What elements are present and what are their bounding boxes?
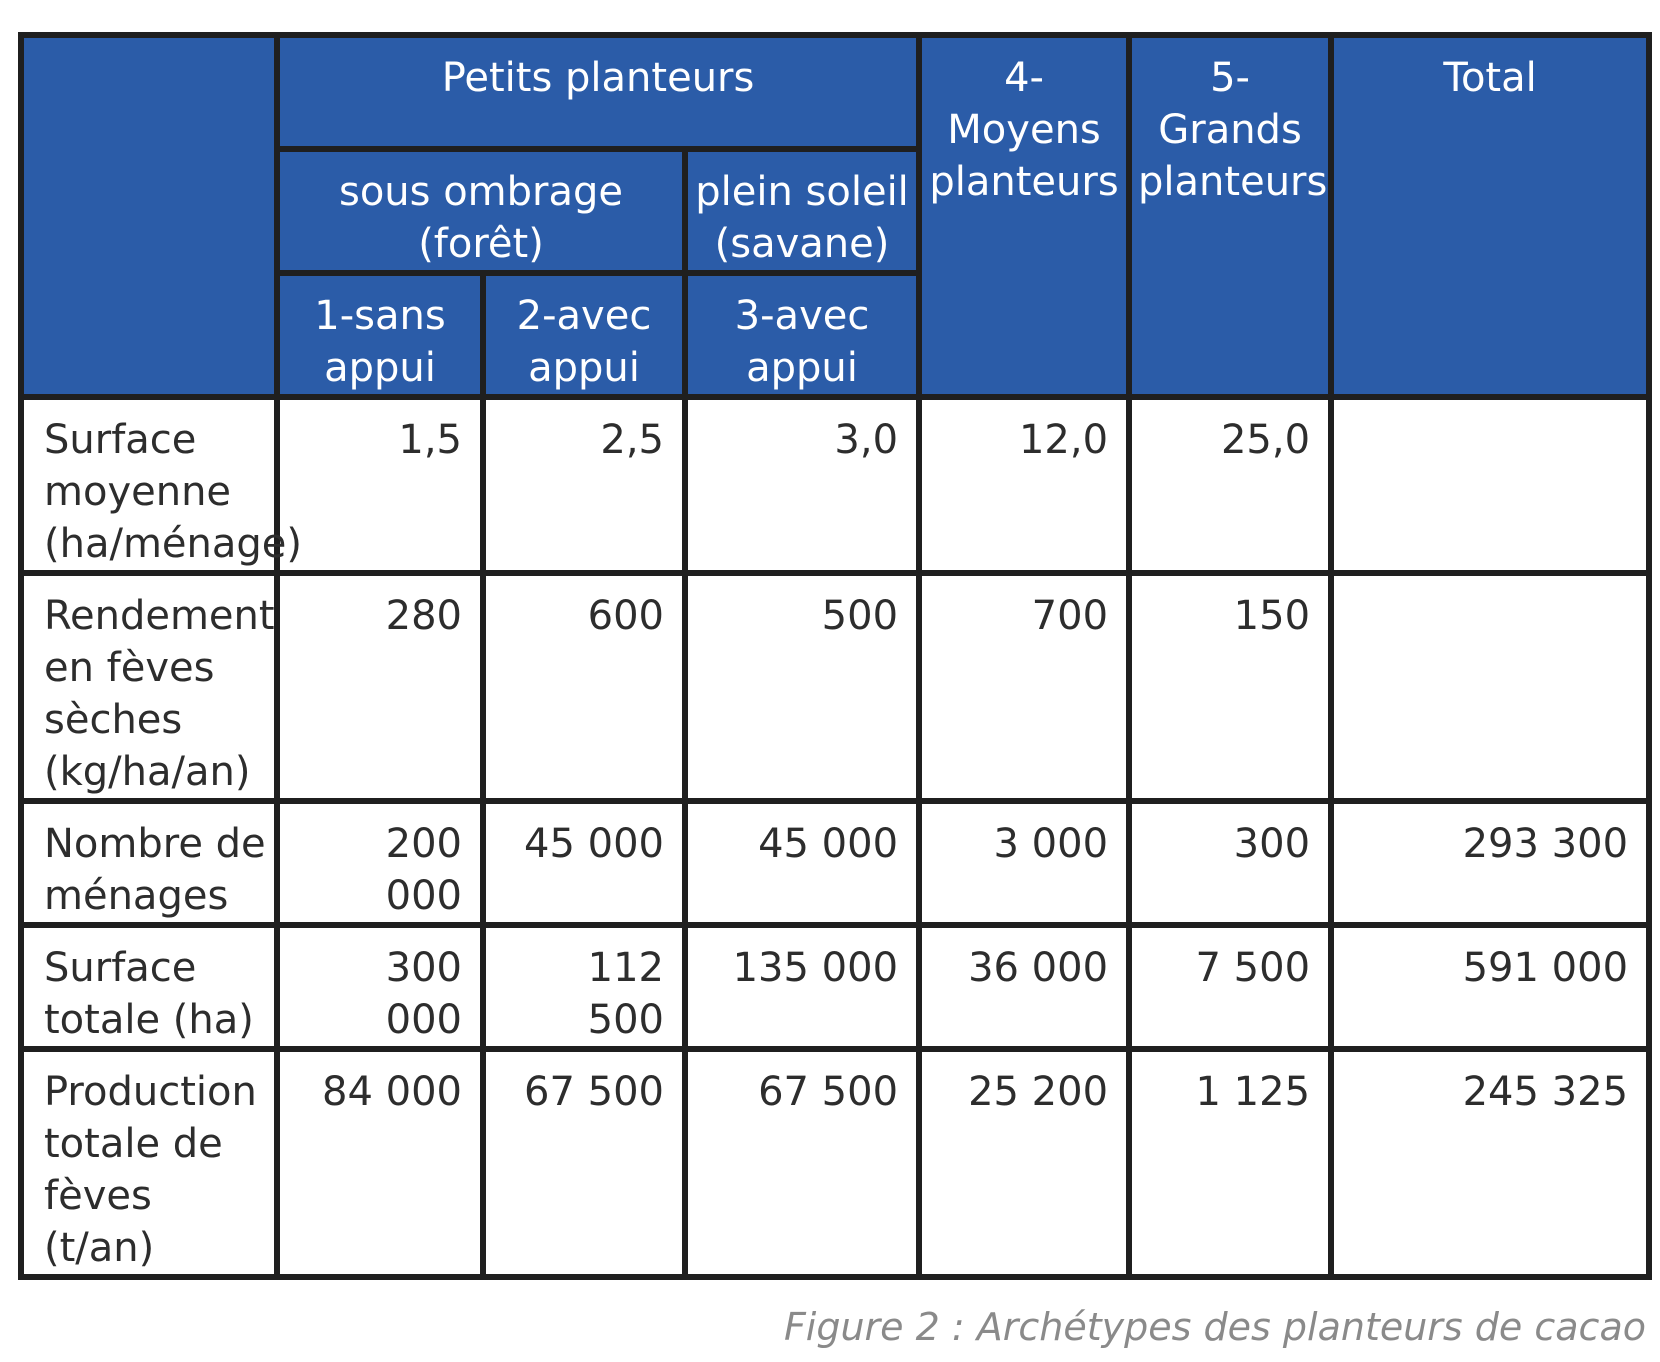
table-row-nombre-menages	[21, 801, 1649, 925]
planteurs-table-container	[18, 32, 1646, 1280]
table-cell: 45 000	[685, 801, 919, 925]
header-moyens-planteurs: 4-Moyens planteurs	[919, 35, 1129, 397]
table-cell: 25 200	[919, 1049, 1129, 1277]
table-cell: 200 000	[277, 801, 483, 925]
header-total: Total	[1331, 35, 1649, 397]
table-cell: 500	[685, 573, 919, 801]
header-sous-ombrage: sous ombrage (forêt)	[277, 149, 685, 273]
header-avec-appui-2: 2-avec appui	[483, 273, 685, 397]
table-row-rendement	[21, 573, 1649, 801]
header-row-1	[21, 35, 1649, 149]
table-cell: 112 500	[483, 925, 685, 1049]
header-corner-cell	[21, 35, 277, 397]
table-row-surface-totale	[21, 925, 1649, 1049]
table-cell: 45 000	[483, 801, 685, 925]
table-cell: 3 000	[919, 801, 1129, 925]
table-cell: 135 000	[685, 925, 919, 1049]
table-cell: 7 500	[1129, 925, 1331, 1049]
table-cell: 25,0	[1129, 397, 1331, 573]
table-header	[21, 35, 1649, 397]
table-cell: 150	[1129, 573, 1331, 801]
row-label: Rendement en fèves sèches (kg/ha/an)	[21, 573, 277, 801]
row-label: Nombre de ménages	[21, 801, 277, 925]
row-label: Surface moyenne (ha/ménage)	[21, 397, 277, 573]
table-cell: 591 000	[1331, 925, 1649, 1049]
table-body	[21, 397, 1649, 1277]
table-cell: 67 500	[483, 1049, 685, 1277]
table-cell: 300 000	[277, 925, 483, 1049]
table-cell: 293 300	[1331, 801, 1649, 925]
table-row-surface-moyenne	[21, 397, 1649, 573]
table-cell	[1331, 397, 1649, 573]
table-cell: 700	[919, 573, 1129, 801]
table-cell: 1 125	[1129, 1049, 1331, 1277]
header-sans-appui-1: 1-sans appui	[277, 273, 483, 397]
table-cell: 300	[1129, 801, 1331, 925]
table-cell: 1,5	[277, 397, 483, 573]
header-grands-planteurs: 5-Grands planteurs	[1129, 35, 1331, 397]
row-label: Production totale de fèves (t/an)	[21, 1049, 277, 1277]
table-cell: 3,0	[685, 397, 919, 573]
table-cell: 245 325	[1331, 1049, 1649, 1277]
table-cell: 36 000	[919, 925, 1129, 1049]
header-petits-planteurs: Petits planteurs	[277, 35, 919, 149]
table-cell: 280	[277, 573, 483, 801]
table-cell	[1331, 573, 1649, 801]
table-cell: 84 000	[277, 1049, 483, 1277]
planteurs-archetypes-table	[18, 32, 1652, 1280]
header-avec-appui-3: 3-avec appui	[685, 273, 919, 397]
header-plein-soleil: plein soleil (savane)	[685, 149, 919, 273]
row-label: Surface totale (ha)	[21, 925, 277, 1049]
table-row-production-totale	[21, 1049, 1649, 1277]
table-cell: 12,0	[919, 397, 1129, 573]
table-cell: 2,5	[483, 397, 685, 573]
table-cell: 600	[483, 573, 685, 801]
figure-caption: Figure 2 : Archétypes des planteurs de cacao	[783, 1305, 1646, 1349]
table-cell: 67 500	[685, 1049, 919, 1277]
